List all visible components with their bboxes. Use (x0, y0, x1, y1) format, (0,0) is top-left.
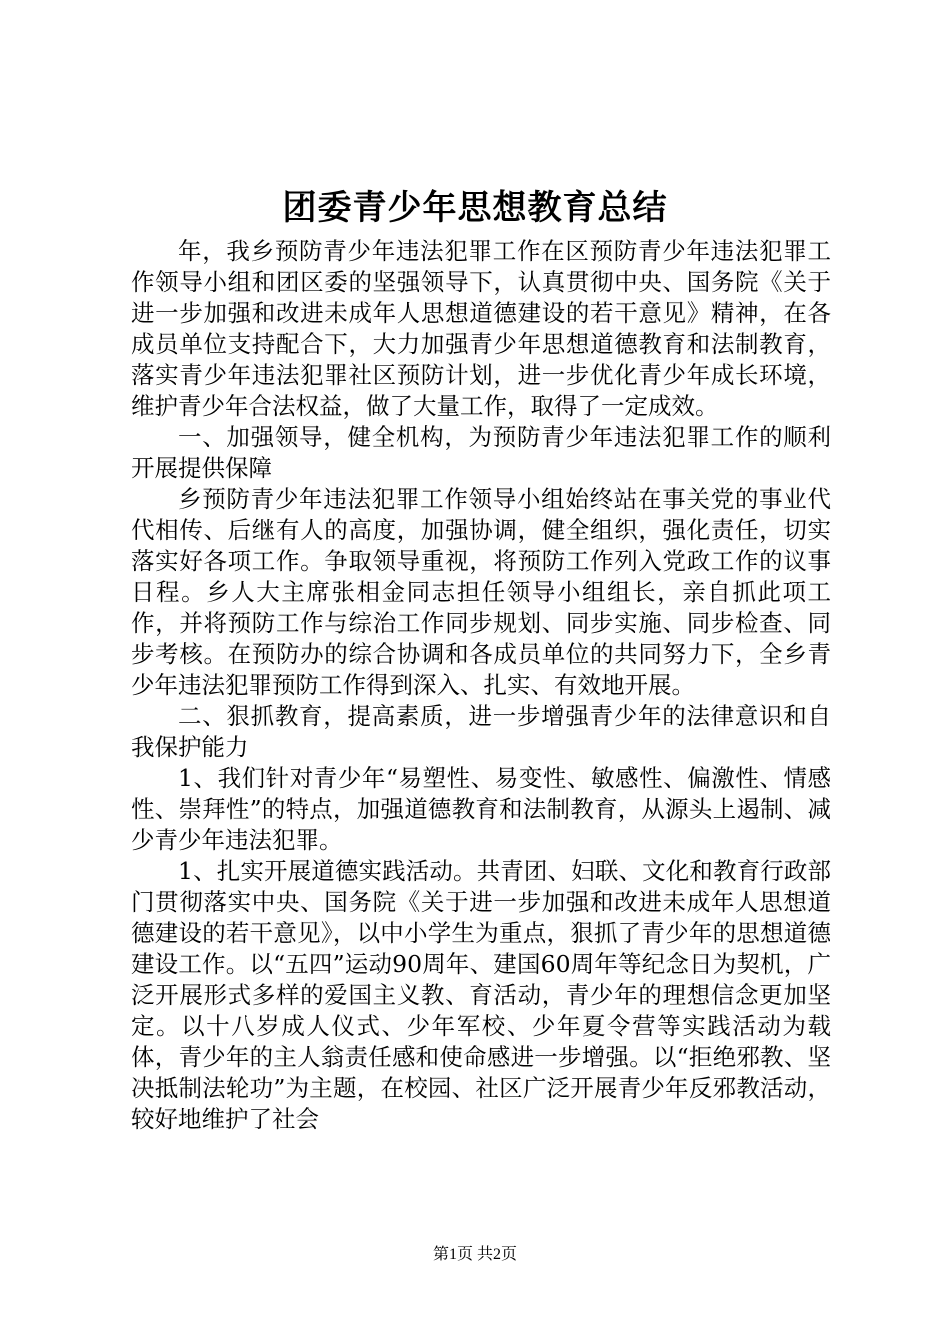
page-title: 团委青少年思想教育总结 (282, 188, 668, 228)
page-footer: 第1页 共2页 (432, 1246, 517, 1263)
paragraph-intro: 年，我乡预防青少年违法犯罪工作在区预防青少年违法犯罪工作领导小组和团区委的坚强领导下，认真贯彻中央、国务院《关于进一步加强和改进未成年人思想道德建设的若干意见》精神，在各成员单位支持配合下，大力加强青少年思想道德教育和法制教育，落实青少年违法犯罪社区预防计划，进一步优化青少年成长环境，维护青少年合法权益，做了大量工作，取得了一定成效。 (131, 237, 831, 420)
section-heading-2: 二、狠抓教育，提高素质，进一步增强青少年的法律意识和自我保护能力 (131, 702, 831, 761)
section-heading-1: 一、加强领导，健全机构，为预防青少年违法犯罪工作的顺利开展提供保障 (131, 423, 831, 482)
paragraph-item-1-detail: 1、扎实开展道德实践活动。共青团、妇联、文化和教育行政部门贯彻落实中央、国务院《关于进一步加强和改进未成年人思想道德建设的若干意见》，以中小学生为重点，狠抓了青少年的思想道德建设工作。以“五四”运动90周年、建国60周年等纪念日为契机，广泛开展形式多样的爱国主义教、育活动，青少年的理想信念更加坚定。以十八岁成人仪式、少年军校、少年夏令营等实践活动为载体，青少年的主人翁责任感和使命感进一步增强。以“拒绝邪教、坚决抵制法轮功”为主题，在校园、社区广泛开展青少年反邪教活动，较好地维护了社会 (131, 857, 831, 1133)
paragraph-section-1: 乡预防青少年违法犯罪工作领导小组始终站在事关党的事业代代相传、后继有人的高度，加强协调，健全组织，强化责任，切实落实好各项工作。争取领导重视，将预防工作列入党政工作的议事日程。乡人大主席张相金同志担任领导小组组长，亲自抓此项工作，并将预防工作与综治工作同步规划、同步实施、同步检查、同步考核。在预防办的综合协调和各成员单位的共同努力下，全乡青少年违法犯罪预防工作得到深入、扎实、有效地开展。 (131, 485, 831, 699)
document-body (131, 236, 831, 1135)
paragraph-item-1: 1、我们针对青少年“易塑性、易变性、敏感性、偏激性、情感性、崇拜性”的特点，加强道德教育和法制教育，从源头上遏制、减少青少年违法犯罪。 (131, 764, 831, 854)
